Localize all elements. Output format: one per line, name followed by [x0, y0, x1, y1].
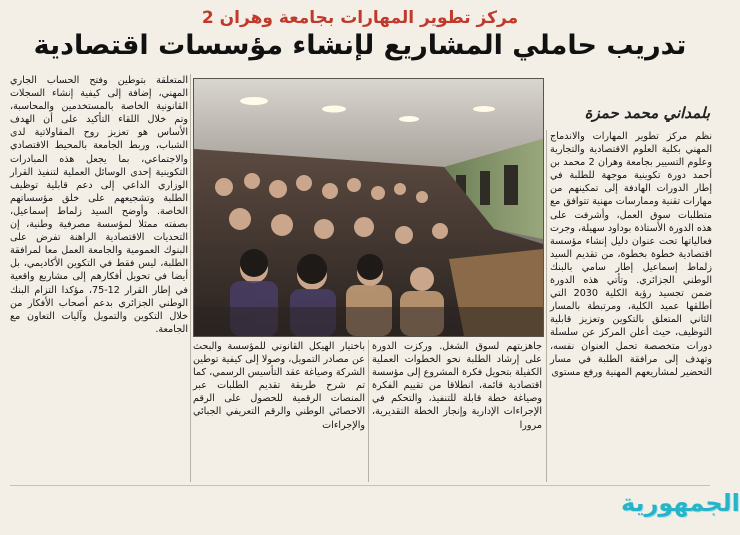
column-divider — [368, 340, 369, 482]
article-headline: تدريب حاملي المشاريع لإنشاء مؤسسات اقتصادية — [33, 30, 687, 61]
column-divider — [546, 130, 547, 482]
footer-rule — [10, 485, 710, 486]
article-column-right: نظم مركز تطوير المهارات والاندماج المهني بكلية العلوم الاقتصادية والتجارية وعلوم التسيير بجامعة وهران 2 محمد بن أحمد دورة تكوينية موجهة للطلبة في إطار الدورات الهادفة إلى تمكينهم من مهارات تقنية وممارسات مهنية تتوافق مع متطلبات سوق العمل، وأشرفت على هذه الدورة الأستاذة بوداود سهيلة، وجرت فعالياتها تحت عنوان دليل إنشاء مؤسسة اقتصادية خطوة بخطوة، من تقديم السيد زلماط إسماعيل إطار سامي بالبنك الوطني الجزائري. وتأتي هذه الدورة ضمن تجسيد رؤية الكلية 2030 التي أطلقها عميد الكلية، ومرتبطة بالمسار الثاني المتعلق بالتكوين وتعزيز قابلية التوظيف، حيث أعلن المركز عن سلسلة دورات متخصصة تحمل العنوان نفسه، وتهدف إلى مرافقة الطلبة في مسار التحضير لمشاريعهم المهنية ورفع مستوى — [550, 131, 712, 378]
article-kicker: مركز تطوير المهارات بجامعة وهران 2 — [201, 8, 519, 28]
lecture-hall-image — [194, 79, 543, 336]
article-column-mid-right: جاهزيتهم لسوق الشغل. وركزت الدورة على إرشاد الطلبة نحو الخطوات العملية الكفيلة بتحويل فكرة المشروع إلى مؤسسة اقتصادية قائمة، انطلاقا من تقييم الفكرة وصياغة خطة قابلة للتنفيذ، والتحكم في الإجراءات الإدارية وإنجاز الخطة التقديرية، مرورا — [372, 341, 542, 431]
newspaper-logo: الجمهورية — [621, 489, 740, 517]
article-column-mid-left: باختيار الهيكل القانوني للمؤسسة والبحث عن مصادر التمويل، وصولا إلى كيفية توطين الشركة وصياغة عقد التأسيس الرسمي، كما تم شرح طريقة تقديم الطلبات عبر المنصات الرقمية للحصول على الرقم الاحصائي الوطني والرقم التعريفي الجبائي والإجراءات — [193, 341, 365, 431]
article-byline: بلمداني محمد حمزة — [584, 104, 710, 122]
column-divider — [190, 74, 191, 482]
article-photo-lecture-hall — [193, 78, 544, 337]
article-column-left: المتعلقة بتوطين وفتح الحساب الجاري المهني، إضافة إلى كيفية إنشاء السجلات القانونية الخاصة بالمستخدمين والمحاسبة، وتم خلال اللقاء التأكيد على أن الهدف الأساس هو تعزيز روح المقاولاتية لدى الشباب، وربط الجامعة بالمحيط الاقتصادي والاجتماعي، بما يجعل هذه المبادرات التكوينية إحدى الوسائل العملية لتنفيذ القرار الوزاري الداعي إلى دعم قابلية توظيف الطلبة وتشجيعهم على خلق مؤسساتهم الخاصة. وأوضح السيد زلماط إسماعيل، بصفته ممثلا لمؤسسة مصرفية وطنية، إن التحديات الاقتصادية الراهنة تفرض على البنوك العمومية والجامعة العمل معا لمرافقة الطلبة، ليس فقط في التكوين الأكاديمي، بل أيضا في تحويل أفكارهم إلى مشاريع واقعية في إطار القرار 12-75، مؤكدا التزام البنك الوطني الجزائري بدعم أصحاب الأفكار من خلال التكوين والتمويل وآليات التعاون مع الجامعة. — [10, 75, 188, 335]
